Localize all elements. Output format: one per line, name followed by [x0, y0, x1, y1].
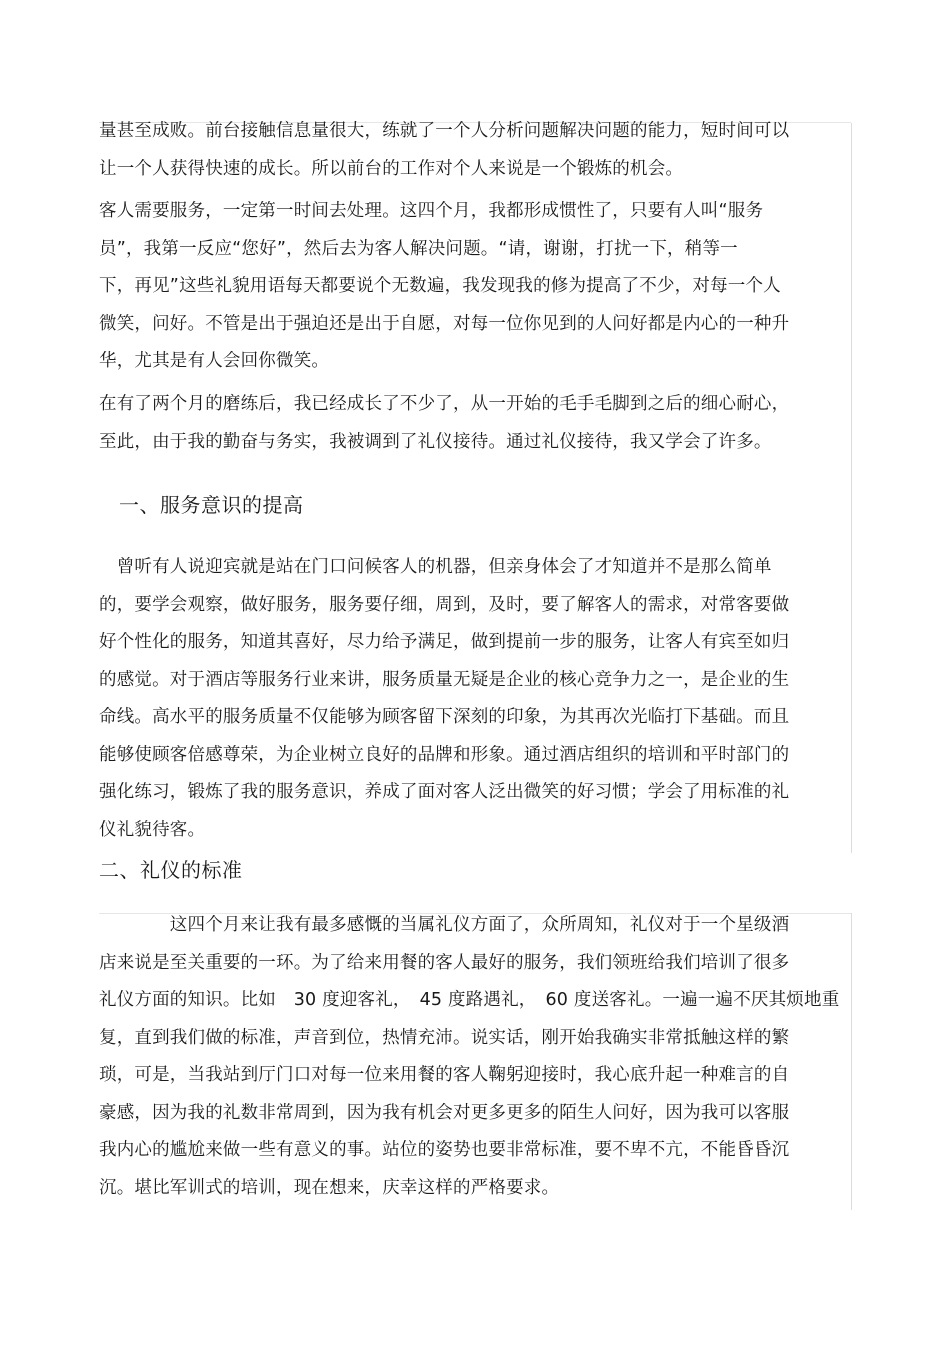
text-line: 好个性化的服务，知道其喜好，尽力给予满足，做到提前一步的服务，让客人有宾至如归 — [99, 632, 790, 652]
text-line: 复，直到我们做的标准，声音到位，热情充沛。说实话，刚开始我确实非常抵触这样的繁 — [99, 1027, 790, 1048]
paragraph-2 — [99, 193, 829, 381]
paragraph-5 — [99, 907, 840, 1207]
text-line: 至此，由于我的勤奋与务实，我被调到了礼仪接待。通过礼仪接待，我又学会了许多。 — [99, 431, 772, 452]
text-line: 沉。堪比军训式的培训，现在想来，庆幸这样的严格要求。 — [99, 1177, 560, 1198]
text-line: 的感觉。对于酒店等服务行业来讲，服务质量无疑是企业的核心竞争力之一，是企业的生 — [99, 669, 790, 690]
text-line: 店来说是至关重要的一环。为了给来用餐的客人最好的服务，我们领班给我们培训了很多 — [99, 952, 790, 973]
text-line: 曾听有人说迎宾就是站在门口问候客人的机器，但亲身体会了才知道并不是那么简单 — [99, 557, 772, 577]
text-line: 命线。高水平的服务质量不仅能够为顾客留下深刻的印象，为其再次光临打下基础。而且 — [99, 707, 790, 727]
scan-rule-right-lower — [851, 913, 852, 1210]
text-line: 的，要学会观察，做好服务，服务要仔细，周到，及时，要了解客人的需求，对常客要做 — [99, 594, 790, 615]
text-line: 客人需要服务，一定第一时间去处理。这四个月，我都形成惯性了，只要有人叫“服务 — [99, 201, 764, 221]
text-line: 这四个月来让我有最多感慨的当属礼仪方面了，众所周知，礼仪对于一个星级酒 — [99, 915, 790, 935]
paragraph-3 — [99, 386, 829, 461]
section-heading-2: 二、礼仪的标准 — [99, 858, 243, 882]
text-line: 我内心的尴尬来做一些有意义的事。站位的姿势也要非常标准，要不卑不亢，不能昏昏沉 — [99, 1140, 790, 1160]
text-line: 华，尤其是有人会回你微笑。 — [99, 351, 330, 371]
text-line: 量甚至成败。前台接触信息量很大，练就了一个人分析问题解决问题的能力，短时间可以 — [99, 121, 790, 141]
text-line: 下，再见”这些礼貌用语每天都要说个无数遍，我发现我的修为提高了不少，对每一个人 — [99, 276, 781, 296]
text-line: 豪感，因为我的礼数非常周到，因为我有机会对更多更多的陌生人问好，因为我可以客服 — [99, 1102, 790, 1123]
text-line: 微笑，问好。不管是出于强迫还是出于自愿，对每一位你见到的人问好都是内心的一种升 — [99, 313, 790, 334]
text-line: 礼仪方面的知识。比如 30 度迎客礼， 45 度路遇礼， 60 度送客礼。一遍一遍不厌其烦地重 — [99, 990, 840, 1010]
paragraph-4 — [99, 549, 829, 849]
text-line: 员”，我第一反应“您好”，然后去为客人解决问题。“请，谢谢，打扰一下，稍等一 — [99, 238, 738, 259]
section-heading-1: 一、服务意识的提高 — [119, 493, 304, 517]
text-line: 仪礼貌待客。 — [99, 819, 206, 840]
paragraph-1 — [99, 113, 829, 188]
text-line: 在有了两个月的磨练后，我已经成长了不少了，从一开始的毛手毛脚到之后的细心耐心， — [99, 394, 790, 414]
scan-rule-right-upper — [851, 123, 852, 853]
text-line: 强化练习，锻炼了我的服务意识，养成了面对客人泛出微笑的好习惯；学会了用标准的礼 — [99, 782, 790, 802]
text-line: 让一个人获得快速的成长。所以前台的工作对个人来说是一个锻炼的机会。 — [99, 158, 684, 179]
text-line: 琐，可是，当我站到厅门口对每一位来用餐的客人鞠躬迎接时，我心底升起一种难言的自 — [99, 1065, 790, 1085]
text-line: 能够使顾客倍感尊荣，为企业树立良好的品牌和形象。通过酒店组织的培训和平时部门的 — [99, 744, 790, 765]
